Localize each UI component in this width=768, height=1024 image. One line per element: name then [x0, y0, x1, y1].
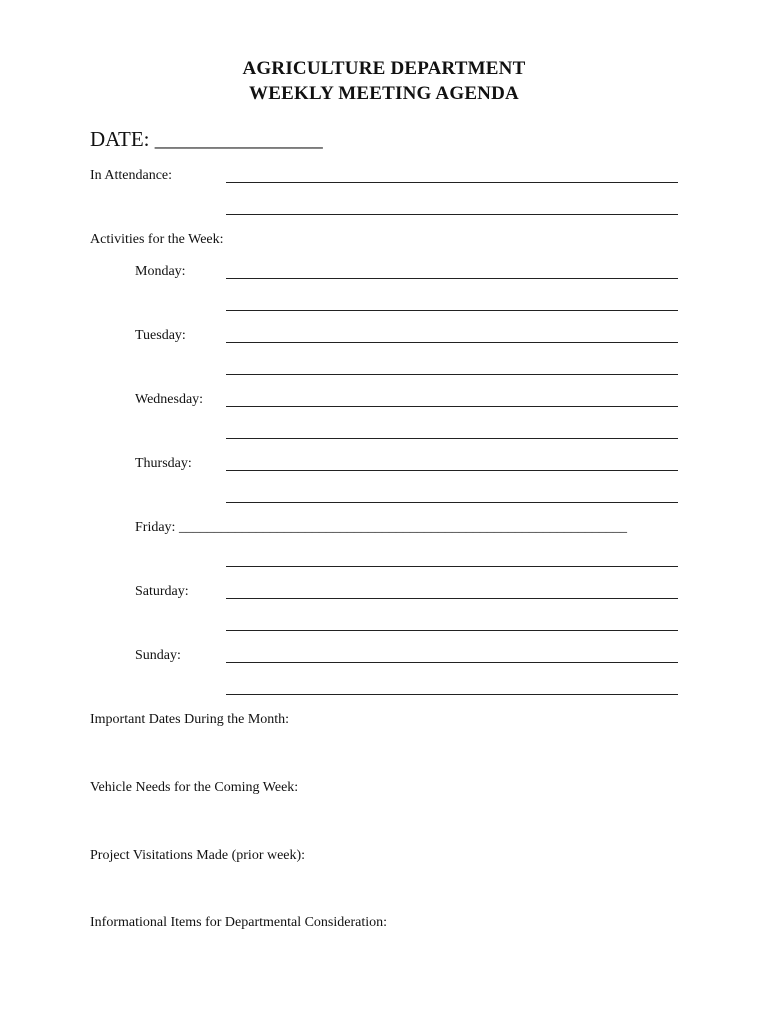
friday-label: Friday: ________________________________________________________________: [135, 520, 627, 535]
tuesday-label: Tuesday:: [135, 328, 186, 343]
thursday-label: Thursday:: [135, 456, 192, 471]
monday-label: Monday:: [135, 264, 186, 279]
document-title-line-2: WEEKLY MEETING AGENDA: [249, 83, 519, 104]
in-attendance-line-1: [226, 182, 678, 183]
wednesday-line-1: [226, 406, 678, 407]
in-attendance-line-2: [226, 214, 678, 215]
wednesday-label: Wednesday:: [135, 392, 204, 407]
monday-line-2: [226, 310, 678, 311]
tuesday-line-2: [226, 374, 678, 375]
thursday-line-1: [226, 470, 678, 471]
vehicle-needs-label: Vehicle Needs for the Coming Week:: [90, 780, 299, 795]
monday-line-1: [226, 278, 678, 279]
project-visitations-label: Project Visitations Made (prior week):: [90, 848, 306, 863]
friday-line-2: [226, 566, 678, 567]
in-attendance-label: In Attendance:: [90, 168, 173, 183]
tuesday-line-1: [226, 342, 678, 343]
date-field-label: DATE: ________________: [90, 127, 323, 151]
sunday-line-1: [226, 662, 678, 663]
saturday-line-1: [226, 598, 678, 599]
thursday-line-2: [226, 502, 678, 503]
informational-items-label: Informational Items for Departmental Consideration:: [90, 915, 388, 930]
sunday-line-2: [226, 694, 678, 695]
important-dates-label: Important Dates During the Month:: [90, 712, 290, 727]
saturday-label: Saturday:: [135, 584, 189, 599]
sunday-label: Sunday:: [135, 648, 181, 663]
wednesday-line-2: [226, 438, 678, 439]
activities-label: Activities for the Week:: [90, 232, 224, 247]
document-title-line-1: AGRICULTURE DEPARTMENT: [242, 58, 526, 79]
saturday-line-2: [226, 630, 678, 631]
